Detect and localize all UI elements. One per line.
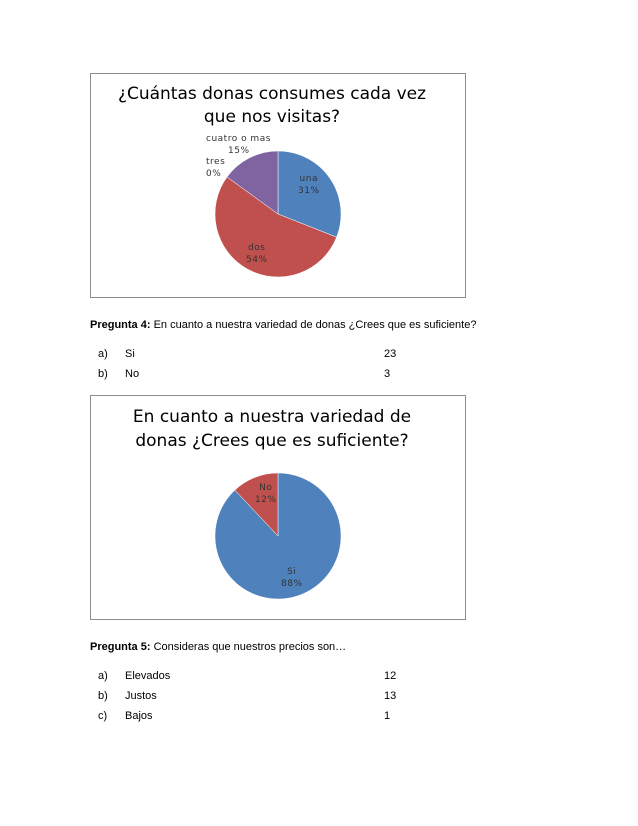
- pie-label-si-value: 88%: [281, 579, 303, 589]
- pie-label-no-value: 12%: [255, 495, 277, 505]
- question-4-prefix: Pregunta 4:: [90, 319, 151, 331]
- pie-label-tres-name: tres: [206, 157, 226, 167]
- answer-text: Elevados: [125, 670, 171, 682]
- pie-label-si: [281, 566, 303, 590]
- answer-text: No: [125, 368, 140, 380]
- answer-row: [98, 689, 398, 703]
- pie-label-no-name: No: [259, 483, 273, 493]
- question-4-text: En cuanto a nuestra variedad de donas ¿Crees que es suficiente?: [150, 319, 477, 331]
- answer-letter: c): [98, 710, 108, 722]
- answer-text: Si: [125, 348, 135, 360]
- pie-label-cuatro-value: 15%: [228, 146, 250, 156]
- answer-letter: a): [98, 670, 108, 682]
- question-5-prefix: Pregunta 5:: [90, 641, 151, 653]
- pie-label-no: [255, 482, 277, 506]
- chart-title-line2: que nos visitas?: [203, 107, 341, 127]
- answer-text: Bajos: [125, 710, 153, 722]
- answer-row: [98, 709, 398, 723]
- answer-letter: a): [98, 348, 108, 360]
- chart-title-line2: donas ¿Crees que es suficiente?: [135, 431, 409, 451]
- pie-label-dos-value: 54%: [246, 255, 268, 265]
- answer-count: 3: [384, 368, 391, 380]
- answer-letter: b): [98, 690, 108, 702]
- pie-label-dos-name: dos: [248, 243, 266, 253]
- question-5-text: Consideras que nuestros precios son…: [150, 641, 347, 653]
- chart-title-line1: En cuanto a nuestra variedad de: [132, 407, 412, 427]
- answer-text: Justos: [125, 690, 157, 702]
- question-5: [90, 640, 346, 654]
- answer-count: 13: [384, 690, 397, 702]
- answer-count: 1: [384, 710, 391, 722]
- pie-label-si-name: Si: [287, 567, 297, 577]
- chart-title-line1: ¿Cuántas donas consumes cada vez: [117, 84, 427, 104]
- answer-letter: b): [98, 368, 108, 380]
- pie-label-tres-value: 0%: [206, 169, 222, 179]
- pie-label-una-name: una: [299, 174, 318, 184]
- answer-count: 12: [384, 670, 397, 682]
- answer-count: 23: [384, 348, 397, 360]
- pie-label-una-value: 31%: [298, 186, 320, 196]
- answer-row: [98, 669, 398, 683]
- pie-label-cuatro-name: cuatro o mas: [206, 134, 271, 144]
